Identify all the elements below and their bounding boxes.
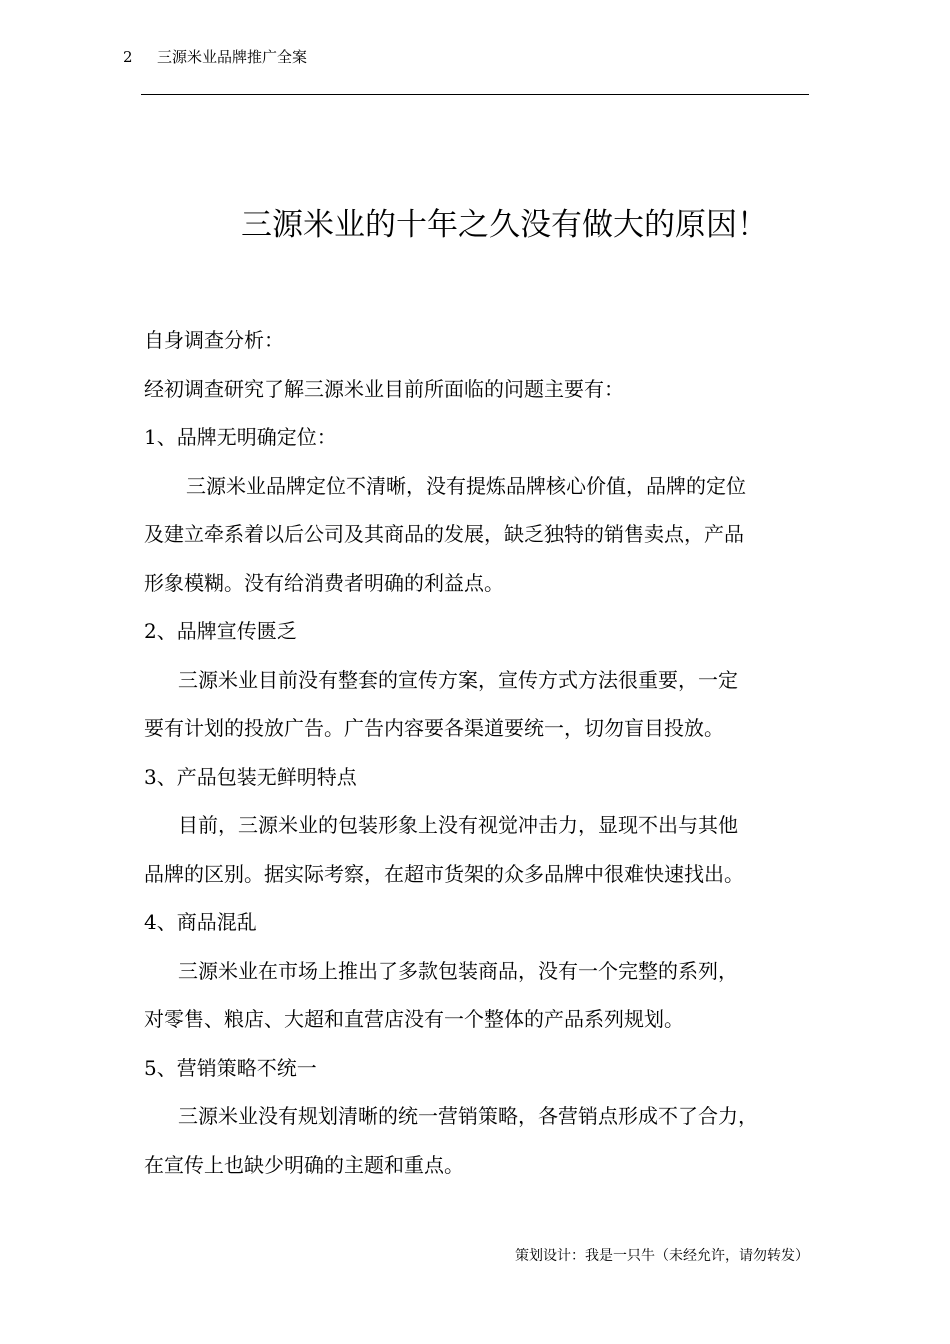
section-brand-positioning (144, 413, 810, 607)
header-divider (141, 94, 809, 95)
section-heading: 2、品牌宣传匮乏 (144, 619, 297, 643)
paragraph-line: 在宣传上也缺少明确的主题和重点。 (144, 1152, 464, 1177)
paragraph-line: 品牌的区别。据实际考察，在超市货架的众多品牌中很难快速找出。 (144, 861, 744, 886)
paragraph-line: 三源米业没有规划清晰的统一营销策略，各营销点形成不了合力， (178, 1104, 758, 1128)
paragraph-line: 三源米业品牌定位不清晰，没有提炼品牌核心价值，品牌的定位 (186, 473, 746, 498)
paragraph-line: 要有计划的投放广告。广告内容要各渠道要统一，切勿盲目投放。 (144, 716, 724, 740)
intro-lead: 经初调查研究了解三源米业目前所面临的问题主要有： (144, 376, 624, 401)
section-heading: 1、品牌无明确定位： (144, 425, 337, 449)
page-number: 2 (123, 48, 133, 66)
paragraph-line: 形象模糊。没有给消费者明确的利益点。 (144, 570, 504, 595)
paragraph-line: 三源米业目前没有整套的宣传方案，宣传方式方法很重要，一定 (178, 667, 738, 692)
section-heading: 4、商品混乱 (144, 910, 257, 934)
section-heading: 3、产品包装无鲜明特点 (144, 764, 357, 789)
section-packaging (144, 753, 810, 899)
header-doc-title: 三源米业品牌推广全案 (157, 48, 308, 66)
paragraph-line: 对零售、粮店、大超和直营店没有一个整体的产品系列规划。 (144, 1007, 684, 1031)
intro-heading: 自身调查分析： (144, 328, 284, 352)
page-title: 三源米业的十年之久没有做大的原因！ (241, 207, 768, 243)
paragraph-line: 三源米业在市场上推出了多款包装商品，没有一个完整的系列， (178, 958, 738, 983)
section-product-lineup (144, 898, 810, 1044)
paragraph-line: 及建立牵系着以后公司及其商品的发展，缺乏独特的销售卖点，产品 (144, 522, 744, 546)
page-footer: 策划设计：我是一只牛（未经允许，请勿转发） (515, 1248, 809, 1264)
document-body (144, 316, 810, 1189)
paragraph-line: 目前，三源米业的包装形象上没有视觉冲击力，显现不出与其他 (178, 813, 738, 837)
section-brand-promotion (144, 607, 810, 753)
section-heading: 5、营销策略不统一 (144, 1055, 317, 1080)
section-marketing-strategy (144, 1044, 810, 1190)
running-header (123, 46, 307, 68)
